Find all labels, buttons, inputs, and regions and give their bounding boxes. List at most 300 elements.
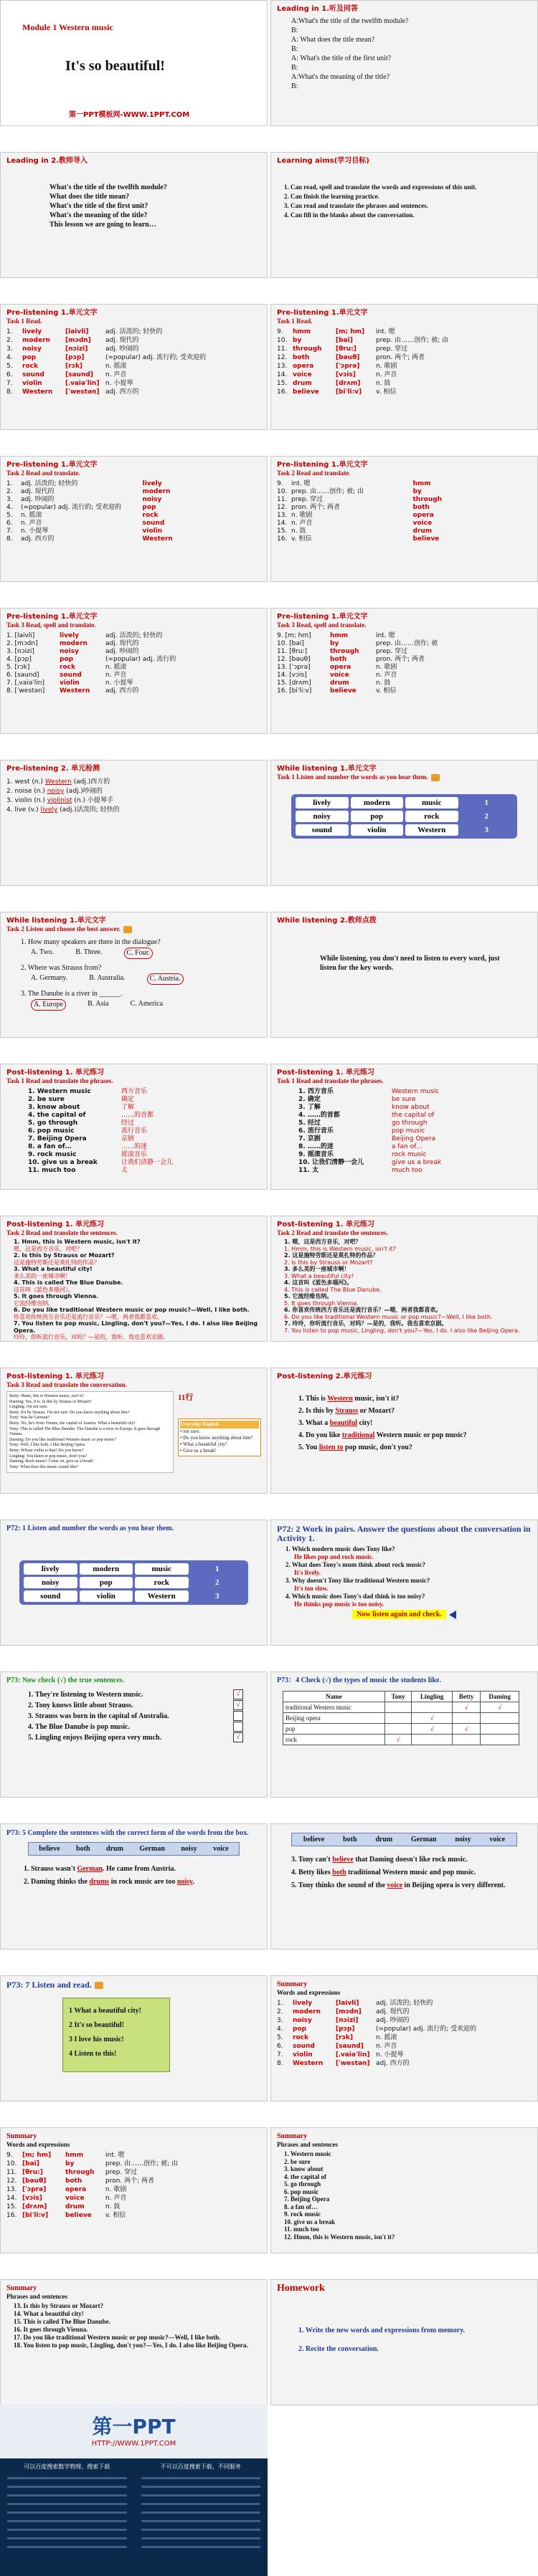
word-cell: 2. bbox=[6, 488, 13, 495]
word-cell: 16. bbox=[277, 535, 288, 543]
word-chip: modern bbox=[351, 797, 404, 808]
text-line: 16. It goes through Vienna. bbox=[14, 2326, 88, 2333]
word-cell: 11. bbox=[277, 345, 288, 353]
word-cell: 15. bbox=[277, 380, 288, 387]
word-box bbox=[291, 794, 517, 839]
word-chip: violin bbox=[351, 824, 404, 836]
option-correct[interactable]: C. Four. bbox=[124, 948, 154, 959]
phrase-source: 1. 西方音乐 bbox=[298, 1088, 334, 1095]
check-cell[interactable] bbox=[452, 1735, 480, 1745]
fill-answer: noisy bbox=[176, 1878, 193, 1886]
word-chip: music bbox=[135, 1563, 189, 1575]
check-cell[interactable] bbox=[384, 1724, 411, 1735]
speaker-icon[interactable] bbox=[431, 774, 440, 781]
word-cell: believe bbox=[412, 535, 440, 543]
phrase-row bbox=[28, 1159, 261, 1167]
number-label: 2 bbox=[484, 812, 489, 821]
word-cell: n. 小提琴 bbox=[105, 679, 133, 687]
word-cell: rock bbox=[293, 2034, 308, 2041]
fill-line bbox=[298, 1429, 532, 1441]
slide-heading: While listening 1.单元文字 bbox=[6, 917, 106, 925]
word-cell: n. 小提琴 bbox=[376, 2051, 404, 2059]
word-cell: modern bbox=[293, 2008, 321, 2016]
slide-heading: Pre-listening 1.单元文字 bbox=[277, 309, 368, 317]
word-cell: v. 相信 bbox=[376, 687, 397, 695]
check-cell[interactable]: √ bbox=[452, 1724, 480, 1735]
phrase-source: 3. 了解 bbox=[298, 1104, 321, 1111]
number-label: 1 bbox=[484, 798, 489, 807]
text-line: 9. rock music bbox=[284, 2210, 321, 2218]
word-cell: [ˈɔprə] bbox=[336, 363, 360, 370]
fill-text: . bbox=[192, 1878, 195, 1886]
sentence-source: 1. Hmm, this is Western music, isn't it? bbox=[14, 1239, 141, 1245]
sentence-source: 2. 这是施特劳斯还是莫扎特的作品？ bbox=[284, 1252, 379, 1259]
slide-post1-task3 bbox=[0, 1368, 268, 1494]
sentence-list bbox=[14, 2302, 261, 2350]
read-line: 2 It's so beautiful! bbox=[69, 2021, 124, 2030]
fill-sentences bbox=[298, 1393, 532, 1454]
text-line: 7. Beijing Opera bbox=[284, 2195, 330, 2203]
word-cell: 14. bbox=[6, 2195, 17, 2202]
text-line: 6. pop music bbox=[284, 2188, 319, 2195]
fill-line bbox=[298, 1441, 532, 1454]
check-cell[interactable] bbox=[481, 1735, 519, 1745]
word-cell: lively bbox=[142, 480, 162, 487]
text-line: 10. give us a break bbox=[284, 2218, 336, 2226]
word-cell: adj. 现代的 bbox=[105, 337, 139, 344]
check-cell[interactable] bbox=[384, 1702, 411, 1713]
task-label: Phrases and sentences bbox=[277, 2141, 338, 2148]
word-form-meaning: (adj.)吵闹的 bbox=[64, 788, 103, 795]
word-cell: 9. bbox=[277, 480, 283, 487]
footer-url[interactable]: HTTP://WWW.1PPT.COM bbox=[91, 2440, 176, 2448]
sentence-source: 7. 玲玲，你听流行音乐，对吗？—是的，我听。我也喜欢京剧。 bbox=[284, 1320, 448, 1327]
text-line: 2. Recite the conversation. bbox=[298, 2345, 379, 2353]
word-form-answer: violinist bbox=[47, 797, 72, 804]
slide-pre2 bbox=[0, 760, 268, 886]
option[interactable]: A. Two. bbox=[31, 948, 55, 956]
task-label: Task 3 Read, spell and translate. bbox=[6, 621, 96, 629]
arrow-left-icon bbox=[449, 1611, 456, 1619]
slide-post1-task2a bbox=[0, 1216, 268, 1342]
word-cell: n. 摇滚 bbox=[105, 664, 127, 671]
word-cell: n. 声音 bbox=[291, 520, 313, 527]
fill-text: 4. Betty likes bbox=[291, 1869, 333, 1876]
slide-post2 bbox=[270, 1368, 538, 1494]
word-cell: pron. 两个; 两者 bbox=[105, 2177, 155, 2185]
fill-text: in Beijing opera is very different. bbox=[402, 1881, 506, 1889]
phrase-answer: 经过 bbox=[121, 1120, 135, 1127]
word-cell: both bbox=[65, 2177, 82, 2185]
option[interactable]: B. Asia bbox=[88, 1000, 109, 1008]
check-cell[interactable] bbox=[412, 1702, 453, 1713]
text-line: 8. a fan of… bbox=[284, 2203, 318, 2210]
fill-text: 1. This is bbox=[298, 1395, 328, 1403]
word-list bbox=[277, 328, 532, 396]
fill-text: pop music, don't you? bbox=[343, 1444, 412, 1451]
word-cell: 2. bbox=[6, 337, 13, 344]
word-cell: 12. bbox=[277, 504, 288, 511]
text-line: 13. Is this by Strauss or Mozart? bbox=[14, 2302, 104, 2309]
word-cell: noisy bbox=[60, 648, 79, 655]
word-cell: n. 小提琴 bbox=[21, 528, 49, 535]
question-line: What's the meaning of the title? bbox=[49, 211, 148, 219]
word-cell: prep. 穿过 bbox=[291, 496, 324, 503]
word-cell: 3. bbox=[277, 2017, 283, 2024]
word-cell: adj. 活泼的; 轻快的 bbox=[21, 480, 78, 487]
slide-heading: P72: 1 Listen and number the words as you hear them. bbox=[6, 1525, 174, 1532]
phrase-row bbox=[298, 1135, 532, 1143]
sentence-source: 4. This is called The Blue Danube. bbox=[14, 1279, 123, 1286]
conversation-line: Betty: Hmm, this is Western music, isn't it? bbox=[9, 1394, 84, 1398]
word-cell: [vɔis] bbox=[22, 2195, 42, 2202]
text-line: 15. This is called The Blue Danube. bbox=[14, 2318, 110, 2325]
fill-text: . He came from Austria. bbox=[103, 1865, 176, 1873]
word-cell: prep. 由……创作; 被; 由 bbox=[376, 337, 448, 344]
word-cell: adj. 现代的 bbox=[21, 488, 55, 495]
phrase-row bbox=[298, 1112, 532, 1120]
module-title: Module 1 Western music bbox=[22, 22, 113, 32]
slide-homework bbox=[270, 2279, 538, 2405]
word-cell: adj. 活泼的; 轻快的 bbox=[105, 632, 163, 639]
everyday-english-item: • Do you know anything about him? bbox=[180, 1435, 253, 1441]
word-cell: n. 声音 bbox=[21, 520, 42, 527]
option[interactable]: A. Germany. bbox=[31, 974, 68, 982]
sentence-source: 2. Is this by Strauss or Mozart? bbox=[14, 1252, 115, 1259]
phrase-source: 8. a fan of… bbox=[28, 1143, 72, 1150]
word-cell: n. 鼓 bbox=[376, 679, 391, 687]
slide-heading: Learning aims(学习目标) bbox=[277, 157, 369, 165]
text-line: 14. What a beautiful city! bbox=[14, 2310, 84, 2317]
word-cell: [vɔis] bbox=[336, 371, 356, 378]
word-form-meaning: (adj.)西方的 bbox=[71, 778, 110, 786]
footer-left-heading: 可以百度搜索数学物理、搜索下载 bbox=[24, 2463, 110, 2470]
word-cell: 1. bbox=[277, 2000, 283, 2007]
word-bank-item: German bbox=[139, 1845, 165, 1853]
fill-text: 2. Is this by bbox=[298, 1407, 336, 1415]
word-cell: 7. bbox=[6, 528, 13, 535]
word-cell: voice bbox=[65, 2195, 85, 2202]
phrase-answer: Beijing Opera bbox=[392, 1135, 436, 1142]
word-cell: (=popular) adj. 流行的; 受欢迎的 bbox=[21, 504, 122, 511]
slide-heading: Pre-listening 1.单元文字 bbox=[6, 461, 98, 469]
conversation-line: Betty: Whose violin is that? Do you know? bbox=[9, 1448, 84, 1453]
text-line: 5. go through bbox=[284, 2180, 321, 2188]
phrase-source: 6. 流行音乐 bbox=[298, 1127, 334, 1135]
word-cell: sound bbox=[22, 371, 44, 378]
conversation-line: Tony: What does this music sound like? bbox=[9, 1464, 78, 1469]
check-text: 2. Tony knows little about Strauss. bbox=[28, 1702, 133, 1709]
music-type: traditional Western music bbox=[283, 1702, 385, 1713]
word-cell: sound bbox=[142, 520, 165, 527]
sentence-source: 3. 多么美的一座城市啊！ bbox=[284, 1266, 350, 1272]
phrase-row bbox=[28, 1112, 261, 1120]
word-cell: 2. [mɔdn] bbox=[6, 640, 38, 647]
check-cell[interactable]: √ bbox=[452, 1702, 480, 1713]
word-cell: adj. 现代的 bbox=[105, 640, 139, 647]
word-cell: n. 声音 bbox=[376, 371, 397, 378]
word-cell: [saund] bbox=[65, 371, 93, 378]
word-cell: 2. bbox=[277, 2008, 283, 2016]
slide-p73-5b bbox=[270, 1823, 538, 1950]
fill-answer: Strauss bbox=[335, 1407, 359, 1415]
fill-text: 3. What a bbox=[298, 1419, 330, 1427]
slide-heading: Post-listening 1. 单元练习 bbox=[277, 1069, 374, 1077]
phrase-answer: go through bbox=[392, 1120, 428, 1127]
word-cell: voice bbox=[412, 520, 433, 527]
word-cell: [pɔp] bbox=[65, 354, 85, 361]
word-chip: pop bbox=[351, 811, 404, 822]
word-form-base: 2. noise (n.) bbox=[6, 788, 47, 795]
checkbox[interactable]: √ bbox=[233, 1732, 243, 1742]
word-cell: pron. 两个; 两者 bbox=[376, 354, 425, 361]
everyday-english-item: • not sure. bbox=[180, 1428, 201, 1434]
sentence-answer: 它流经维也纳。 bbox=[14, 1299, 54, 1307]
word-cell: 14. bbox=[277, 520, 288, 527]
speaker-icon[interactable] bbox=[95, 1982, 103, 1989]
word-cell: 5. bbox=[277, 2034, 283, 2041]
word-cell: n. 歌剧 bbox=[105, 2186, 127, 2193]
conversation-line: Daming: Do you like traditional Western music or pop music? bbox=[9, 1437, 117, 1442]
checkbox[interactable]: √ bbox=[233, 1700, 243, 1710]
phrase-answer: ……的迷 bbox=[121, 1143, 148, 1150]
slide-post1-task2b bbox=[270, 1216, 538, 1342]
phrase-source: 6. pop music bbox=[28, 1127, 75, 1135]
word-chip: noisy bbox=[24, 1577, 77, 1588]
word-cell: by bbox=[330, 640, 339, 647]
slide-p73-4 bbox=[270, 1671, 538, 1798]
phrase-answer: 了解 bbox=[121, 1104, 135, 1111]
fill-answer: traditional bbox=[341, 1431, 375, 1439]
footer-logo: 第一PPT bbox=[92, 2415, 176, 2438]
word-cell: 13. bbox=[6, 2186, 17, 2193]
word-forms bbox=[6, 778, 261, 815]
question: 2. What does Tony's mum think about rock music? bbox=[285, 1561, 425, 1568]
task-label: Task 3 Read and translate the conversation. bbox=[6, 1381, 127, 1388]
word-cell: by bbox=[65, 2160, 75, 2167]
task-label: Task 1 Listen and number the words as you hear them. bbox=[277, 773, 532, 781]
footer-ad bbox=[0, 2404, 268, 2576]
word-cell: prep. 由……创作; 被; 由 bbox=[291, 488, 364, 495]
phrase-answer: 流行音乐 bbox=[121, 1127, 148, 1135]
word-bank-item: voice bbox=[489, 1836, 506, 1843]
word-cell: prep. 由……创作; 被; 由 bbox=[105, 2160, 178, 2167]
word-cell: 11. bbox=[6, 2169, 17, 2176]
word-cell: pop bbox=[293, 2026, 307, 2033]
phrase-source: 2. 确定 bbox=[298, 1096, 321, 1103]
task-label: Task 3 Read, spell and translate. bbox=[277, 621, 367, 629]
task-label: Task 1 Read. bbox=[6, 318, 42, 325]
word-cell: [m; hm] bbox=[22, 2152, 52, 2159]
word-cell: 3. bbox=[6, 496, 13, 503]
word-cell: 6. bbox=[6, 520, 13, 527]
check-cell[interactable] bbox=[452, 1713, 480, 1724]
checkbox[interactable] bbox=[233, 1711, 243, 1721]
text-line: 17. Do you like traditional Western music or pop music?—Well, I like both. bbox=[14, 2334, 221, 2341]
word-cell: both bbox=[330, 656, 347, 663]
fill-answer: believe bbox=[332, 1856, 354, 1864]
question: 4. Which music does Tony's dad think is too noisy? bbox=[285, 1593, 425, 1600]
word-cell: 13. bbox=[277, 363, 288, 370]
music-table bbox=[283, 1691, 519, 1745]
slide-heading: While listening 2.教师点拨 bbox=[277, 917, 377, 925]
word-chip: noisy bbox=[296, 811, 349, 822]
question-line: What's the title of the first unit? bbox=[49, 202, 148, 210]
slide-summary-3 bbox=[270, 2127, 538, 2253]
slide-aims bbox=[270, 152, 538, 278]
word-cell: n. 声音 bbox=[105, 2195, 127, 2202]
text-line: 1. Write the new words and expressions from memory. bbox=[298, 2327, 466, 2334]
aim-line: 3. Can read and translate the phrases and sentences. bbox=[284, 202, 428, 209]
everyday-english-title: Everyday English bbox=[180, 1421, 259, 1428]
check-cell[interactable]: √ bbox=[412, 1724, 453, 1735]
word-cell: n. 小提琴 bbox=[105, 380, 133, 387]
sentence-source: 6. 你喜欢传统西方音乐还是流行音乐？—嗯，两者我都喜欢。 bbox=[284, 1307, 442, 1313]
phrase-source: 10. 让我们清静一会儿 bbox=[298, 1159, 364, 1166]
checkbox[interactable]: √ bbox=[233, 1689, 243, 1699]
slide-summary-1 bbox=[270, 1975, 538, 2102]
checkbox[interactable] bbox=[233, 1722, 243, 1732]
fill-text: 3. Tony can't bbox=[291, 1856, 333, 1864]
slide-pre1-task2a bbox=[0, 456, 268, 582]
check-cell[interactable] bbox=[481, 1724, 519, 1735]
word-cell: sound bbox=[60, 672, 82, 679]
word-cell: n. 声音 bbox=[376, 672, 397, 679]
aim-line: 1. Can read, spell and translate the words and expressions of this unit. bbox=[284, 183, 477, 191]
read-line: 1 What a beautiful city! bbox=[69, 2007, 141, 2016]
word-cell: through bbox=[412, 496, 443, 503]
option-correct[interactable]: C. Austria. bbox=[147, 973, 184, 985]
task-label: Task 1 Read and translate the phrases. bbox=[277, 1077, 384, 1084]
word-cell: 6. bbox=[6, 371, 13, 378]
word-bank-item: voice bbox=[213, 1845, 229, 1853]
word-cell: drum bbox=[330, 679, 349, 687]
word-cell: pron. 两个; 两者 bbox=[291, 504, 341, 511]
word-cell: [laivli] bbox=[65, 328, 89, 335]
sentence-answer: 玲玲，你听流行音乐，对吗？—是的，我听。我也喜欢京剧。 bbox=[14, 1334, 169, 1340]
word-cell: opera bbox=[293, 363, 314, 370]
word-cell: 10. bbox=[277, 488, 288, 495]
word-cell: 16. [biˈli:v] bbox=[277, 687, 312, 695]
phrase-row bbox=[28, 1127, 261, 1135]
conversation-text bbox=[6, 1391, 174, 1473]
text-line: 18. You listen to pop music, Lingling, don't you?—Yes, I do. I also like Beijing Opera. bbox=[14, 2342, 248, 2349]
word-list bbox=[6, 2152, 261, 2220]
word-form-line bbox=[6, 778, 261, 787]
task-label: Task 2 Read and translate the sentences. bbox=[6, 1229, 118, 1236]
fill-text: or Mozart? bbox=[358, 1407, 395, 1415]
question: 1. How many speakers are there in the dialogue? bbox=[21, 938, 161, 946]
check-cell[interactable] bbox=[384, 1713, 411, 1724]
table-header-cell: Name bbox=[283, 1692, 385, 1702]
phrase-row bbox=[28, 1167, 261, 1175]
word-cell: opera bbox=[330, 664, 351, 671]
check-cell[interactable]: √ bbox=[481, 1702, 519, 1713]
word-cell: n. 歌剧 bbox=[376, 363, 397, 370]
lesson-title: It's so beautiful! bbox=[65, 58, 165, 74]
slide-while1-task1 bbox=[270, 760, 538, 886]
music-type: Beijing opera bbox=[283, 1713, 385, 1724]
word-cell: [saund] bbox=[336, 2043, 364, 2050]
speaker-icon[interactable] bbox=[123, 926, 132, 933]
word-cell: 7. bbox=[277, 2051, 283, 2059]
question: 3. The Danube is a river in ______. bbox=[21, 990, 123, 998]
word-cell: pop bbox=[60, 656, 74, 663]
option[interactable]: C. America bbox=[130, 1000, 164, 1008]
word-cell: int. 嗯 bbox=[376, 328, 395, 335]
phrase-row bbox=[28, 1151, 261, 1159]
word-cell: 5. [rɔk] bbox=[6, 664, 30, 671]
word-chip: rock bbox=[135, 1577, 189, 1588]
word-box bbox=[19, 1560, 248, 1605]
task-label: Words and expressions bbox=[277, 1989, 341, 1996]
check-list bbox=[28, 1689, 261, 1743]
option[interactable]: B. Australia. bbox=[89, 974, 126, 982]
word-form-answer: lively bbox=[40, 806, 58, 814]
fill-text: 2. Daming thinks the bbox=[24, 1878, 90, 1886]
check-cell[interactable] bbox=[412, 1735, 453, 1745]
slide-heading: Post-listening 1. 单元练习 bbox=[6, 1373, 104, 1380]
slide-summary-2 bbox=[0, 2127, 268, 2253]
fill-text: Western music or pop music? bbox=[374, 1431, 467, 1439]
check-cell[interactable]: √ bbox=[412, 1713, 453, 1724]
option[interactable]: B. Three. bbox=[75, 948, 103, 956]
word-cell: n. 鼓 bbox=[105, 2203, 121, 2210]
word-form-answer: noisy bbox=[47, 788, 65, 795]
word-cell: [θru:] bbox=[22, 2169, 43, 2176]
check-cell[interactable]: √ bbox=[384, 1735, 411, 1745]
word-cell: 6. bbox=[277, 2043, 283, 2050]
word-bank-item: believe bbox=[39, 1845, 60, 1853]
slide-heading: Post-listening 1. 单元练习 bbox=[6, 1069, 104, 1077]
word-cell: [drʌm] bbox=[22, 2203, 47, 2210]
task-label: Task 1 Read and translate the phrases. bbox=[6, 1077, 113, 1084]
sentence-answer: 嗯，这是西方音乐，对吧？ bbox=[14, 1245, 82, 1252]
word-cell: [ˌvaiəˈlin] bbox=[65, 380, 100, 387]
slide-heading: P73: Now check (√) the true sentences. bbox=[6, 1676, 125, 1684]
slide-heading: P73: 7 Listen and read. bbox=[6, 1980, 261, 1989]
word-form-line bbox=[6, 787, 261, 796]
word-form-meaning: (adj.)活泼的; 轻快的 bbox=[57, 806, 120, 814]
everyday-english-item: • Give us a break! bbox=[180, 1448, 217, 1454]
slide-p72-2 bbox=[270, 1520, 538, 1646]
slide-post1-task1a bbox=[0, 1064, 268, 1190]
word-chip: Western bbox=[405, 824, 458, 836]
slide-summary-4 bbox=[0, 2279, 268, 2405]
conversation-line: Daming: Rock music! Come on, give us a break! bbox=[9, 1459, 94, 1464]
phrase-source: 2. be sure bbox=[28, 1096, 65, 1103]
option-correct[interactable]: A. Europe bbox=[31, 999, 66, 1011]
word-cell: int. 嗯 bbox=[376, 632, 395, 639]
word-cell: [θru:] bbox=[336, 345, 357, 353]
word-chip: sound bbox=[296, 824, 349, 836]
slide-p73-5a bbox=[0, 1823, 268, 1950]
word-cell: [ˈwestən] bbox=[65, 388, 100, 396]
check-cell[interactable] bbox=[481, 1713, 519, 1724]
word-cell: 5. bbox=[6, 363, 13, 370]
slide-heading: Summary bbox=[277, 2132, 308, 2140]
word-cell: 4. bbox=[6, 354, 13, 361]
sentence-source: 5. 它流经维也纳。 bbox=[284, 1293, 333, 1299]
word-cell: modern bbox=[142, 488, 171, 495]
word-cell: opera bbox=[412, 512, 434, 519]
word-cell: [ˌvaiəˈlin] bbox=[336, 2051, 370, 2059]
word-cell: 3. bbox=[6, 345, 13, 353]
word-cell: 16. bbox=[277, 388, 288, 396]
phrase-answer: much too bbox=[392, 1167, 423, 1174]
slide-heading: Post-listening 1. 单元练习 bbox=[6, 1221, 104, 1229]
word-cell: Western bbox=[60, 687, 90, 695]
